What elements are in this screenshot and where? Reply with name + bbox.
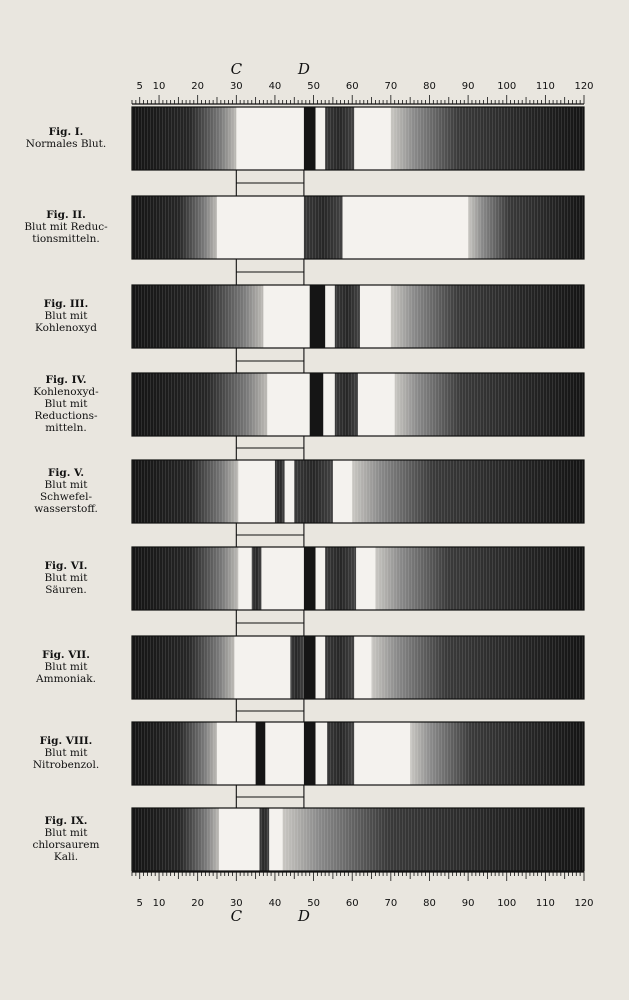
bottom-wavelength-scale (132, 872, 594, 925)
top-tick-label: 100 (497, 81, 517, 92)
band-hatching (325, 636, 354, 699)
spectrum-strip-8 (132, 722, 584, 785)
figure-caption-line: wasserstoff. (34, 502, 98, 515)
figure-title: Fig. IV. (45, 373, 87, 386)
figure-caption-line: Blut mit (44, 309, 88, 322)
band-hatching (372, 636, 584, 699)
bottom-tick-label: 80 (423, 898, 436, 909)
top-tick-label: 10 (152, 81, 166, 92)
figure-caption-line: Reductions- (34, 409, 98, 422)
figure-label-4 (6, 374, 126, 434)
band-hatching (395, 373, 584, 436)
figure-caption-line: Blut mit (44, 660, 88, 673)
top-tick-label: 30 (229, 81, 243, 92)
bottom-tick-label: 120 (574, 898, 594, 909)
band-hatching (132, 285, 263, 348)
band-hatching (132, 722, 217, 785)
band-hatching (132, 547, 238, 610)
figure-caption-line: Blut mit (44, 571, 88, 584)
bottom-tick-label: 10 (152, 898, 166, 909)
top-tick-label: 90 (461, 81, 475, 92)
figure-caption-line: Blut mit (44, 478, 88, 491)
bottom-tick-label: 60 (345, 898, 359, 909)
figure-title: Fig. VIII. (39, 734, 93, 747)
bottom-tick-label: 50 (307, 898, 320, 909)
figure-title: Fig. IX. (44, 814, 88, 827)
spectrum-strip-9 (132, 808, 584, 871)
figure-label-9 (6, 815, 126, 863)
band-hatching (294, 460, 333, 523)
spectrum-strip-2 (132, 196, 584, 259)
bottom-tick-label: 40 (268, 898, 282, 909)
figure-caption-line: tionsmitteln. (32, 232, 100, 245)
band-hatching (304, 196, 343, 259)
absorption-band (304, 636, 316, 699)
band-hatching (283, 808, 584, 871)
band-hatching (132, 196, 217, 259)
figure-title: Fig. VI. (44, 559, 88, 572)
figure-caption-line: Säuren. (45, 583, 87, 596)
band-hatching (259, 808, 269, 871)
figure-caption-line: Schwefel- (39, 490, 93, 503)
absorption-band (256, 722, 266, 785)
absorption-band (304, 722, 316, 785)
spectrum-strip-6 (132, 547, 584, 610)
figure-label-6 (6, 560, 126, 596)
band-hatching (468, 196, 584, 259)
figure-label-1 (6, 126, 126, 150)
figure-caption-line: Ammoniak. (36, 672, 96, 685)
band-hatching (335, 285, 360, 348)
figure-label-3 (6, 298, 126, 334)
figure-caption-line: Kali. (53, 850, 79, 863)
bottom-tick-label: 70 (384, 898, 398, 909)
figure-caption-line: Normales Blut. (25, 137, 107, 150)
band-hatching (391, 285, 584, 348)
band-hatching (132, 460, 238, 523)
figure-caption-line: Blut mit Reduc- (24, 220, 108, 233)
bottom-line-letter-C: C (230, 907, 243, 925)
band-hatching (325, 107, 354, 170)
band-hatching (132, 107, 236, 170)
figure-title: Fig. III. (43, 297, 89, 310)
top-line-letter-D: D (297, 60, 310, 78)
figure-caption-line: Kohlenoxyd- (33, 385, 99, 398)
figure-label-5 (6, 467, 126, 515)
band-hatching (252, 547, 262, 610)
band-hatching (352, 460, 584, 523)
band-hatching (132, 373, 267, 436)
absorption-band (304, 547, 316, 610)
top-line-letter-C: C (230, 60, 243, 78)
band-hatching (132, 636, 234, 699)
bottom-tick-label: 30 (229, 898, 243, 909)
figure-caption-line: Blut mit (44, 826, 88, 839)
top-tick-label: 20 (191, 81, 205, 92)
band-hatching (335, 373, 358, 436)
bottom-line-letter-D: D (297, 907, 310, 925)
figure-title: Fig. VII. (42, 648, 90, 661)
top-tick-label: 60 (345, 81, 359, 92)
band-hatching (290, 636, 304, 699)
band-hatching (391, 107, 584, 170)
spectrum-strip-7 (132, 636, 584, 699)
bottom-tick-label: 90 (461, 898, 475, 909)
spectrum-strip-1 (132, 107, 584, 170)
top-tick-label: 40 (268, 81, 282, 92)
bottom-tick-label: 110 (535, 898, 555, 909)
top-tick-label: 5 (136, 81, 143, 92)
figure-title: Fig. V. (47, 466, 85, 479)
absorption-band (304, 107, 316, 170)
figure-label-8 (6, 735, 126, 771)
figure-label-2 (6, 209, 126, 245)
figure-caption-line: mitteln. (45, 421, 87, 434)
band-hatching (410, 722, 584, 785)
top-tick-label: 110 (535, 81, 555, 92)
figure-title: Fig. II. (46, 208, 86, 221)
figure-label-7 (6, 649, 126, 685)
band-hatching (375, 547, 584, 610)
top-wavelength-scale (132, 60, 594, 104)
band-hatching (325, 547, 356, 610)
bottom-tick-label: 20 (191, 898, 205, 909)
figure-caption-line: Kohlenoxyd (35, 321, 97, 334)
top-tick-label: 50 (307, 81, 320, 92)
absorption-band (310, 373, 324, 436)
top-tick-label: 120 (574, 81, 594, 92)
top-tick-label: 80 (423, 81, 436, 92)
bottom-tick-label: 5 (136, 898, 143, 909)
spectrum-strip-3 (132, 285, 584, 348)
top-tick-label: 70 (384, 81, 398, 92)
bottom-tick-label: 100 (497, 898, 517, 909)
figure-caption-line: Blut mit (44, 746, 88, 759)
figure-caption-line: Nitrobenzol. (32, 758, 100, 771)
band-hatching (132, 808, 219, 871)
figure-title: Fig. I. (48, 125, 84, 138)
spectrum-strip-4 (132, 373, 584, 436)
absorption-band (310, 285, 325, 348)
spectra-bands (132, 107, 584, 871)
band-hatching (275, 460, 285, 523)
figure-caption-line: chlorsaurem (32, 838, 100, 851)
band-hatching (327, 722, 354, 785)
spectrum-strip-5 (132, 460, 584, 523)
figure-caption-line: Blut mit (44, 397, 88, 410)
